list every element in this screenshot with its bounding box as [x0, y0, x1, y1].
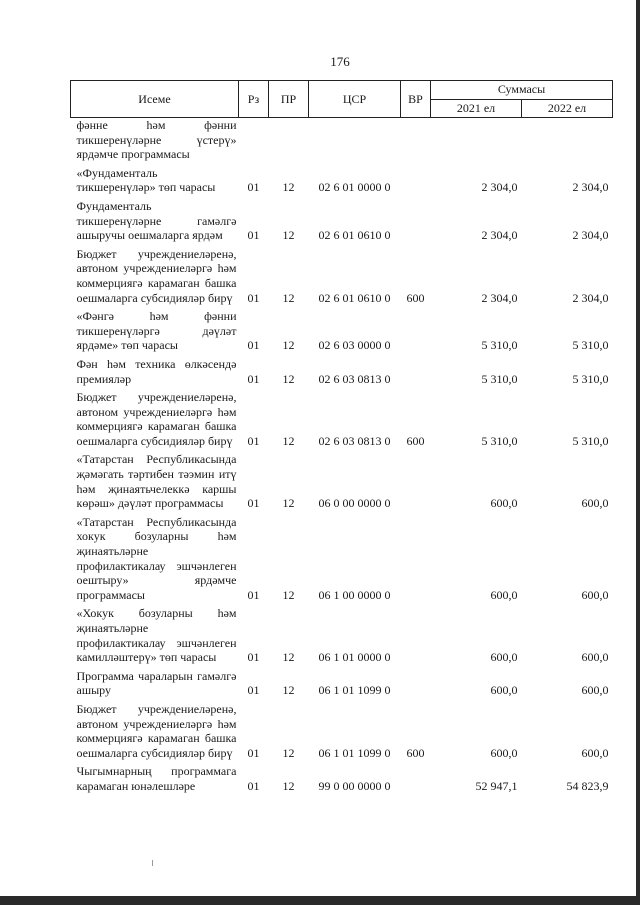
table-row	[71, 760, 613, 793]
row-name: Бюджет учреждениеләренә, автоном учреждениеләргә һәм коммерциягә карамаган башка оешмаларга субсидияләр бирү	[76, 246, 237, 305]
row-pr	[269, 118, 309, 162]
table-row	[71, 118, 613, 162]
header-name: Исеме	[71, 81, 239, 118]
row-rz: 01	[247, 587, 260, 602]
row-vr	[401, 602, 431, 664]
table-row	[71, 243, 613, 305]
row-pr: 12	[282, 371, 295, 386]
row-sum-2022: 600,0	[581, 745, 609, 760]
row-sum-2021: 2 304,0	[481, 180, 518, 195]
row-rz: 01	[247, 433, 260, 448]
row-rz: 01	[247, 338, 260, 353]
row-sum-2022: 600,0	[581, 650, 609, 665]
page-number: 176	[330, 54, 350, 69]
row-sum-2022: 5 310,0	[572, 338, 609, 353]
header-vr: ВР	[401, 81, 431, 118]
row-sum-2022: 600,0	[581, 587, 609, 602]
table-row	[71, 305, 613, 353]
row-vr	[401, 305, 431, 353]
row-csr: 02 6 01 0610 0	[318, 228, 391, 243]
row-sum-2022	[522, 118, 613, 162]
row-sum-2022: 2 304,0	[572, 180, 609, 195]
row-csr: 02 6 01 0610 0	[318, 290, 391, 305]
row-pr: 12	[282, 496, 295, 511]
row-pr: 12	[282, 180, 295, 195]
row-sum-2021	[431, 118, 522, 162]
row-sum-2022: 54 823,9	[566, 778, 609, 793]
table-row	[71, 353, 613, 386]
row-vr	[401, 760, 431, 793]
row-sum-2021: 600,0	[490, 496, 518, 511]
row-rz: 01	[247, 496, 260, 511]
row-sum-2021: 2 304,0	[481, 290, 518, 305]
row-vr	[401, 511, 431, 603]
scan-edge-bottom	[0, 896, 640, 905]
row-vr	[401, 118, 431, 162]
row-vr	[401, 162, 431, 195]
row-name: «Фундаменталь тикшеренүләр» төп чарасы	[76, 165, 216, 195]
row-sum-2022: 5 310,0	[572, 433, 609, 448]
scan-edge-right	[636, 0, 640, 905]
header-year-2021: 2021 ел	[431, 99, 522, 118]
row-pr: 12	[282, 587, 295, 602]
header-year-2022: 2022 ел	[522, 99, 613, 118]
row-sum-2021: 600,0	[490, 650, 518, 665]
row-csr: 06 0 00 0000 0	[318, 496, 391, 511]
row-rz: 01	[247, 228, 260, 243]
row-vr	[401, 665, 431, 698]
table-row	[71, 386, 613, 448]
row-name: «Хокук бозуларны һәм җинаятьләрне профилактикалау эшчәнлеген камилләштерү» төп чарасы	[76, 606, 237, 665]
row-csr	[309, 118, 401, 162]
table-row	[71, 448, 613, 510]
row-csr: 02 6 03 0813 0	[318, 371, 391, 386]
row-vr	[401, 353, 431, 386]
row-csr: 06 1 01 0000 0	[318, 650, 391, 665]
row-csr: 02 6 03 0813 0	[318, 433, 391, 448]
row-sum-2021: 600,0	[490, 745, 518, 760]
row-rz: 01	[247, 371, 260, 386]
row-pr: 12	[282, 745, 295, 760]
row-sum-2021: 600,0	[490, 587, 518, 602]
header-sums: Суммасы	[431, 81, 613, 100]
row-rz: 01	[247, 290, 260, 305]
table-header	[71, 81, 613, 118]
row-name: Программа чараларын гамәлгә ашыру	[76, 668, 237, 698]
row-pr: 12	[282, 228, 295, 243]
row-csr: 02 6 03 0000 0	[318, 338, 391, 353]
row-csr: 06 1 01 1099 0	[318, 745, 391, 760]
row-rz: 01	[247, 778, 260, 793]
table-row	[71, 511, 613, 603]
row-csr: 02 6 01 0000 0	[318, 180, 391, 195]
row-name: фәнне һәм фәнни тикшеренүләрне үстерү» ярдәмче программасы	[76, 118, 237, 162]
row-sum-2022: 5 310,0	[572, 371, 609, 386]
row-rz: 01	[247, 683, 260, 698]
row-pr: 12	[282, 683, 295, 698]
row-sum-2022: 600,0	[581, 683, 609, 698]
row-rz: 01	[247, 180, 260, 195]
row-sum-2022: 2 304,0	[572, 228, 609, 243]
row-sum-2021: 52 947,1	[475, 778, 518, 793]
row-name: Бюджет учреждениеләренә, автоном учреждениеләргә һәм коммерциягә карамаган башка оешмаларга субсидияләр бирү	[76, 701, 237, 760]
row-pr: 12	[282, 778, 295, 793]
row-pr: 12	[282, 650, 295, 665]
row-rz: 01	[247, 650, 260, 665]
row-name: «Татарстан Республикасында хокук бозуларны һәм җинаятьләрне профилактикалау эшчәнлеген оештыру» ярдәмче программасы	[76, 514, 237, 602]
scan-mark	[152, 860, 153, 866]
header-rz: Рз	[239, 81, 269, 118]
row-name: «Татарстан Республикасында җәмәгать тәртибен тәэмин итү һәм җинаятьчелеккә каршы көрәш» дәүләт программасы	[76, 452, 237, 511]
table-body	[71, 118, 613, 794]
row-name: Фундаменталь тикшеренүләрне гамәлгә ашыручы оешмаларга ярдәм	[76, 198, 237, 243]
table-row	[71, 698, 613, 760]
row-name: Фән һәм техника өлкәсендә премияләр	[76, 356, 237, 386]
row-vr: 600	[406, 433, 425, 448]
row-name: Чыгымнарның программага карамаган юнәлешләре	[76, 764, 237, 793]
row-pr: 12	[282, 338, 295, 353]
row-vr	[401, 448, 431, 510]
row-sum-2022: 600,0	[581, 496, 609, 511]
row-csr: 06 1 00 0000 0	[318, 587, 391, 602]
table-row	[71, 665, 613, 698]
row-sum-2021: 5 310,0	[481, 338, 518, 353]
row-sum-2022: 2 304,0	[572, 290, 609, 305]
row-csr: 99 0 00 0000 0	[318, 778, 391, 793]
table-row	[71, 195, 613, 243]
table-row	[71, 602, 613, 664]
table-row	[71, 162, 613, 195]
budget-table	[70, 80, 613, 794]
row-sum-2021: 600,0	[490, 683, 518, 698]
row-sum-2021: 5 310,0	[481, 371, 518, 386]
row-vr: 600	[406, 745, 425, 760]
row-csr: 06 1 01 1099 0	[318, 683, 391, 698]
row-vr: 600	[406, 290, 425, 305]
row-name: «Фәнгә һәм фәнни тикшеренүләргә дәүләт ярдәме» төп чарасы	[76, 309, 237, 353]
header-pr: ПР	[269, 81, 309, 118]
row-sum-2021: 2 304,0	[481, 228, 518, 243]
row-sum-2021: 5 310,0	[481, 433, 518, 448]
header-csr: ЦСР	[309, 81, 401, 118]
row-rz: 01	[247, 745, 260, 760]
row-name: Бюджет учреждениеләренә, автоном учреждениеләргә һәм коммерциягә карамаган башка оешмаларга субсидияләр бирү	[76, 390, 237, 448]
row-vr	[401, 195, 431, 243]
row-pr: 12	[282, 433, 295, 448]
row-rz	[239, 118, 269, 162]
row-pr: 12	[282, 290, 295, 305]
